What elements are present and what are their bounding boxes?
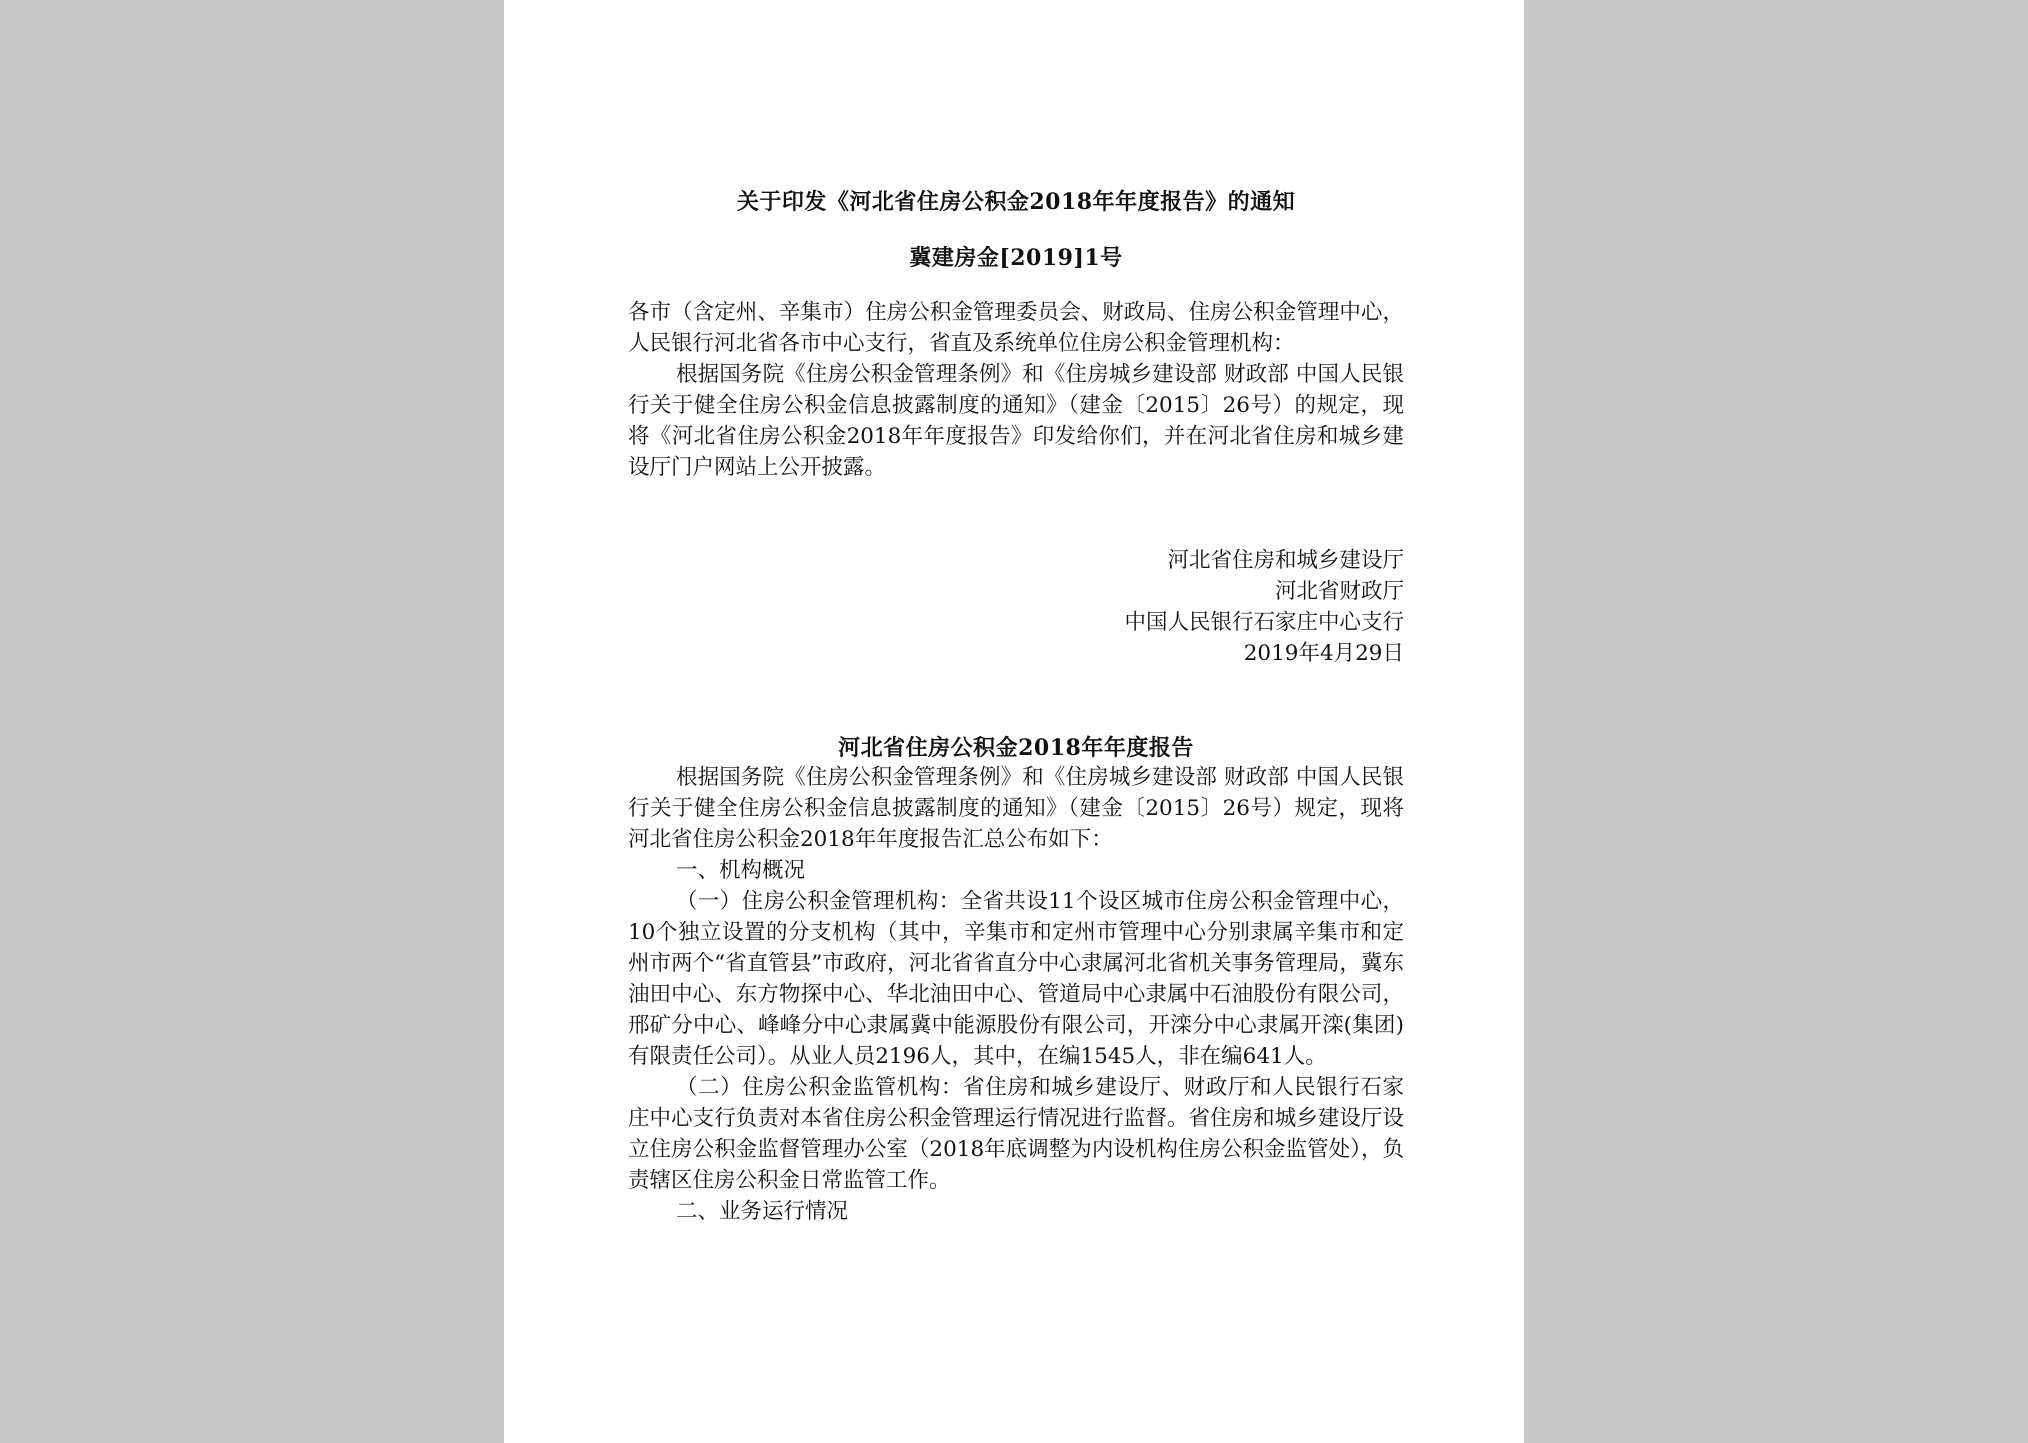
signature-line: 河北省财政厅 [1274, 579, 1404, 604]
section-paragraph: （一）住房公积金管理机构：全省共设11个设区城市住房公积金管理中心，10个独立设置的分支机构（其中，辛集市和定州市管理中心分别隶属辛集市和定州市两个“省直管县”市政府，河北省省直分中心隶属河北省机关事务管理局，冀东油田中心、东方物探中心、华北油田中心、管道局中心隶属中石油股份有限公司，邢矿分中心、峰峰分中心隶属冀中能源股份有限公司，开滦分中心隶属开滦(集团)有限责任公司）。从业人员2196人，其中，在编1545人，非在编641人。 [628, 889, 1404, 1069]
signature-line: 河北省住房和城乡建设厅 [1167, 548, 1404, 573]
report-body [628, 762, 1404, 1227]
document-number: 冀建房金[2019]1号 [909, 245, 1123, 271]
notice-paragraph: 根据国务院《住房公积金管理条例》和《住房城乡建设部 财政部 中国人民银行关于健全住房公积金信息披露制度的通知》（建金〔2015〕26号）的规定，现将《河北省住房公积金2018年年度报告》印发给你们，并在河北省住房和城乡建设厅门户网站上公开披露。 [628, 362, 1404, 480]
report-intro: 根据国务院《住房公积金管理条例》和《住房城乡建设部 财政部 中国人民银行关于健全住房公积金信息披露制度的通知》（建金〔2015〕26号）规定，现将河北省住房公积金2018年年度报告汇总公布如下： [628, 765, 1404, 852]
report-title: 河北省住房公积金2018年年度报告 [838, 735, 1194, 761]
notice-body [628, 297, 1404, 483]
signature-line: 中国人民银行石家庄中心支行 [1124, 610, 1404, 635]
section-heading: 二、业务运行情况 [676, 1199, 849, 1224]
notice-recipients: 各市（含定州、辛集市）住房公积金管理委员会、财政局、住房公积金管理中心，人民银行河北省各市中心支行，省直及系统单位住房公积金管理机构： [628, 300, 1404, 356]
signature-block [1124, 545, 1404, 669]
signature-date: 2019年4月29日 [1243, 641, 1404, 666]
notice-title: 关于印发《河北省住房公积金2018年年度报告》的通知 [736, 189, 1296, 215]
document-page [504, 0, 1524, 1443]
section-paragraph: （二）住房公积金监管机构：省住房和城乡建设厅、财政厅和人民银行石家庄中心支行负责对本省住房公积金管理运行情况进行监督。省住房和城乡建设厅设立住房公积金监督管理办公室（2018年底调整为内设机构住房公积金监管处），负责辖区住房公积金日常监管工作。 [628, 1075, 1404, 1193]
section-heading: 一、机构概况 [676, 858, 806, 883]
